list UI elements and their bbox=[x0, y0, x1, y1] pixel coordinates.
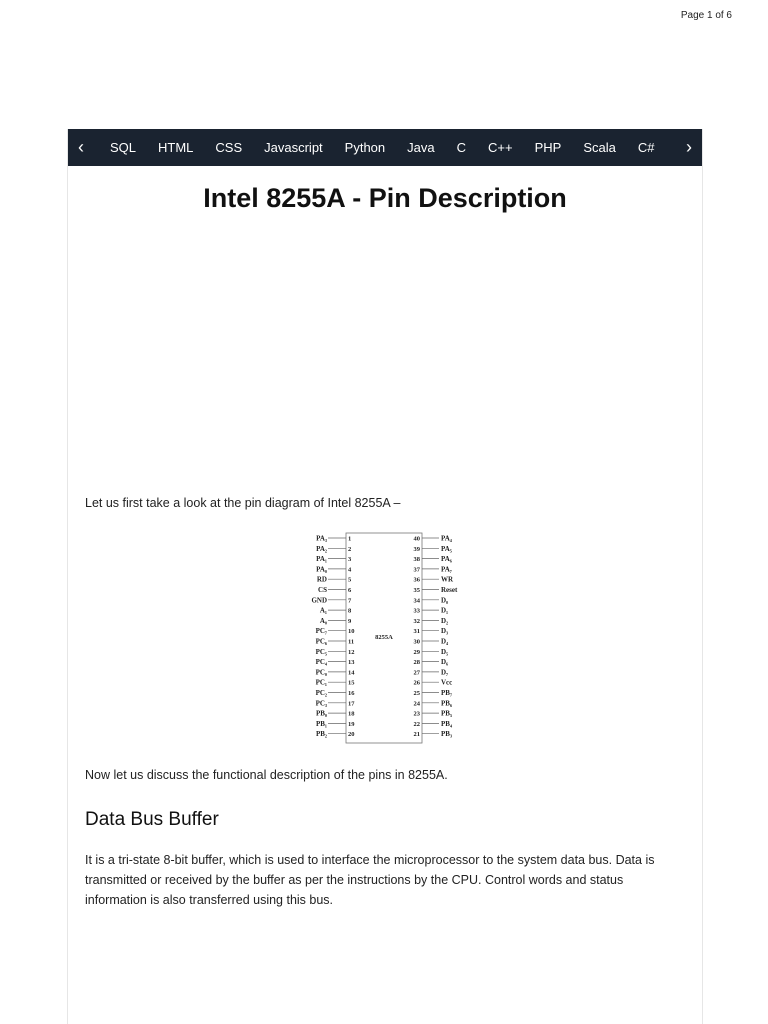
pin-name: PC₅ bbox=[315, 647, 327, 656]
pin-name: PC₃ bbox=[315, 699, 327, 708]
pin-name: PC₆ bbox=[315, 637, 327, 646]
pin-number: 9 bbox=[348, 617, 352, 625]
pin-number: 26 bbox=[413, 679, 420, 687]
chevron-left-icon[interactable]: ‹ bbox=[78, 137, 84, 157]
nav-item[interactable]: Scala bbox=[583, 140, 616, 155]
pin-number: 4 bbox=[348, 566, 352, 574]
nav-item[interactable]: SQL bbox=[110, 140, 137, 155]
nav-item[interactable]: CSS bbox=[215, 140, 243, 155]
pin-number: 8 bbox=[348, 607, 352, 615]
ad-placeholder bbox=[68, 229, 702, 479]
pin-number: 21 bbox=[413, 731, 420, 739]
pin-name: PA₅ bbox=[441, 544, 452, 553]
pin-number: 3 bbox=[348, 556, 352, 564]
pin-number: 18 bbox=[348, 710, 355, 718]
pin-name: PA₃ bbox=[316, 534, 327, 543]
pin-name: A₁ bbox=[319, 606, 327, 615]
intro-paragraph: Let us first take a look at the pin diagram of Intel 8255A – bbox=[85, 496, 401, 510]
pin-number: 37 bbox=[413, 566, 420, 574]
pin-name: PA₄ bbox=[441, 534, 452, 543]
nav-item[interactable]: C++ bbox=[488, 140, 513, 155]
pin-name: PC₄ bbox=[315, 658, 327, 667]
section-heading: Data Bus Buffer bbox=[85, 809, 219, 830]
pin-diagram bbox=[296, 531, 472, 747]
pin-number: 13 bbox=[348, 659, 355, 667]
nav-item[interactable]: Python bbox=[344, 140, 386, 155]
nav-item[interactable]: Javascript bbox=[264, 140, 323, 155]
pin-name: D₅ bbox=[441, 647, 449, 656]
pin-number: 10 bbox=[348, 628, 355, 636]
pin-number: 7 bbox=[348, 597, 352, 605]
pin-number: 5 bbox=[348, 576, 352, 584]
pin-number: 35 bbox=[413, 587, 420, 594]
pin-number: 34 bbox=[413, 597, 420, 605]
pin-number: 6 bbox=[348, 587, 352, 594]
nav-item[interactable]: Java bbox=[407, 140, 435, 155]
pin-number: 11 bbox=[348, 638, 355, 646]
pin-name: D₂ bbox=[441, 616, 449, 625]
pin-name: D₇ bbox=[441, 668, 449, 677]
pin-number: 29 bbox=[413, 648, 420, 656]
pin-name: PA₁ bbox=[316, 555, 327, 564]
pin-name: PA₂ bbox=[316, 544, 327, 553]
nav-item[interactable]: HTML bbox=[158, 140, 194, 155]
pin-name: PB₄ bbox=[441, 719, 453, 728]
pin-number: 32 bbox=[413, 617, 420, 625]
chevron-right-icon[interactable]: › bbox=[686, 137, 692, 157]
pin-number: 19 bbox=[348, 720, 355, 728]
pin-number: 24 bbox=[413, 700, 420, 708]
pin-name: RD bbox=[316, 575, 327, 584]
pin-name: GND bbox=[311, 596, 327, 605]
pin-name: PC₂ bbox=[315, 689, 327, 697]
pin-name: PB₁ bbox=[315, 719, 327, 728]
pin-name: D₁ bbox=[441, 606, 449, 615]
page-title: Intel 8255A - Pin Description bbox=[203, 183, 567, 213]
pin-name: PB₅ bbox=[441, 709, 453, 718]
pin-number: 15 bbox=[348, 679, 355, 687]
pin-number: 27 bbox=[413, 669, 420, 677]
pin-number: 36 bbox=[413, 576, 420, 584]
pin-name: Vcc bbox=[441, 678, 453, 687]
pin-number: 16 bbox=[348, 690, 355, 697]
pin-name: PA₀ bbox=[316, 565, 327, 574]
pin-number: 39 bbox=[413, 545, 420, 553]
pin-name: PB₆ bbox=[441, 699, 453, 708]
pin-number: 28 bbox=[413, 659, 420, 667]
pin-number: 30 bbox=[413, 638, 420, 646]
pin-number: 1 bbox=[348, 535, 352, 543]
pin-number: 31 bbox=[413, 628, 420, 636]
pin-number: 17 bbox=[348, 700, 355, 708]
pin-name: WR bbox=[441, 575, 454, 584]
pin-name: PB₇ bbox=[441, 689, 453, 697]
pin-name: PA₇ bbox=[441, 565, 452, 574]
nav-item[interactable]: C# bbox=[637, 140, 655, 155]
topic-navbar bbox=[68, 129, 702, 166]
pin-name: D₄ bbox=[441, 637, 449, 646]
pin-name: PB₀ bbox=[315, 709, 327, 718]
nav-item[interactable]: C bbox=[456, 140, 467, 155]
pin-number: 25 bbox=[413, 690, 420, 697]
pin-number: 20 bbox=[348, 731, 355, 739]
pin-name: D₃ bbox=[441, 627, 449, 636]
pin-name: Reset bbox=[441, 586, 458, 594]
pin-name: CS bbox=[318, 586, 327, 594]
pin-number: 14 bbox=[348, 669, 355, 677]
pin-number: 33 bbox=[413, 607, 420, 615]
discussion-paragraph: Now let us discuss the functional description of the pins in 8255A. bbox=[85, 768, 448, 782]
pin-number: 23 bbox=[413, 710, 420, 718]
nav-items bbox=[94, 140, 676, 155]
pin-name: PB₂ bbox=[315, 730, 327, 739]
pin-name: PC₇ bbox=[315, 627, 327, 636]
pin-number: 22 bbox=[413, 720, 420, 728]
nav-item[interactable]: PHP bbox=[534, 140, 562, 155]
pin-number: 40 bbox=[413, 535, 420, 543]
chip-label: 8255A bbox=[375, 634, 393, 641]
pin-name: PB₃ bbox=[441, 730, 453, 739]
pin-name: PC₁ bbox=[315, 678, 327, 687]
pin-name: A₀ bbox=[319, 616, 327, 625]
pin-number: 12 bbox=[348, 648, 355, 656]
pin-name: D₀ bbox=[441, 596, 449, 605]
article-card bbox=[67, 129, 703, 1024]
pin-name: PC₀ bbox=[315, 668, 327, 677]
section-paragraph: It is a tri-state 8-bit buffer, which is used to interface the microprocessor to the system data bus. Data is transmitted or received by the buffer as per the instructions by the CPU. Control words and status information is also transferred using this bus. bbox=[85, 853, 655, 907]
pin-name: PA₆ bbox=[441, 555, 452, 564]
pin-number: 38 bbox=[413, 556, 420, 564]
pin-name: D₆ bbox=[441, 658, 449, 667]
page-number-label: Page 1 of 6 bbox=[680, 10, 732, 21]
pin-number: 2 bbox=[348, 545, 352, 553]
